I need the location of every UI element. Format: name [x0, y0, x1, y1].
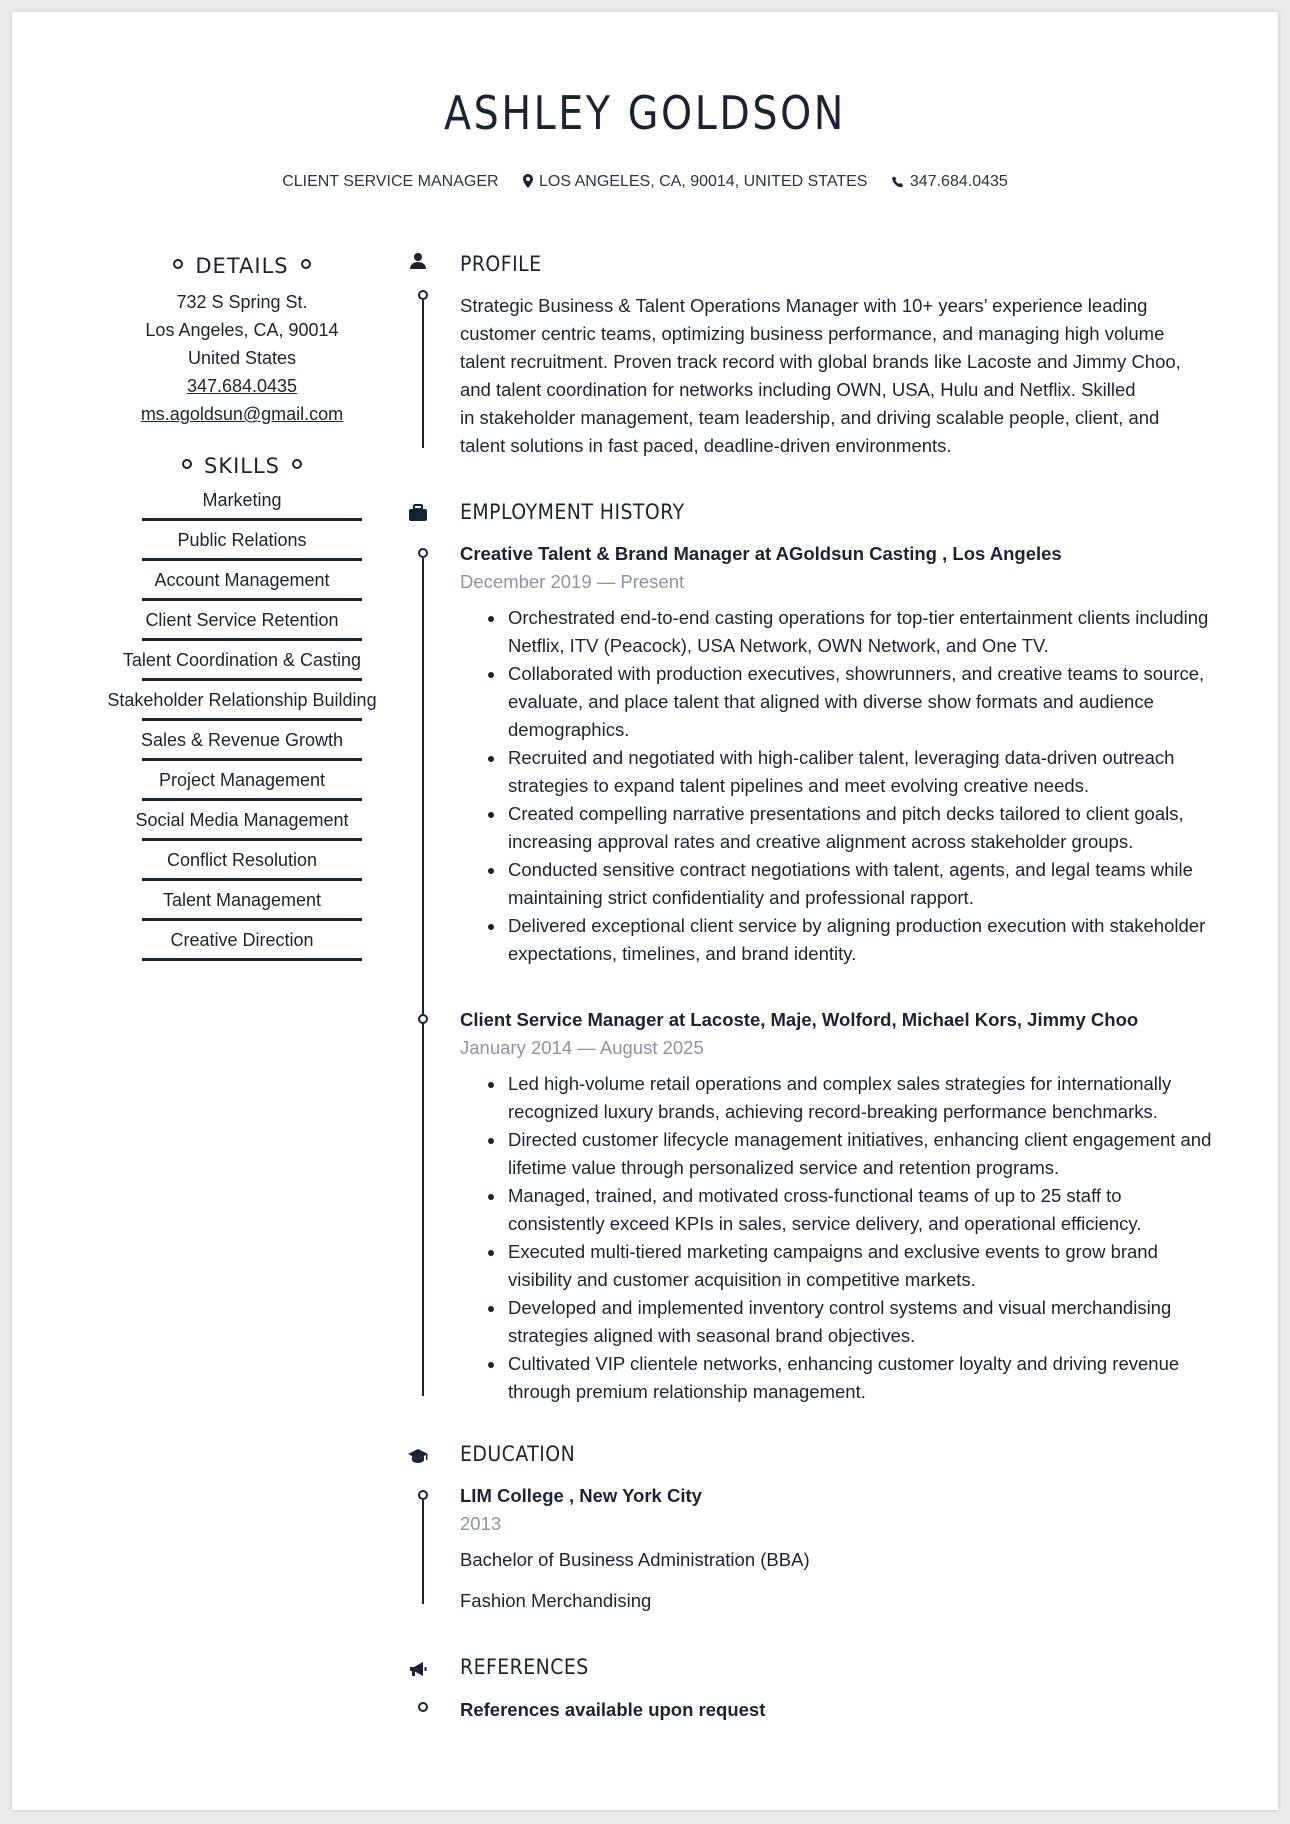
skill-label: Account Management	[154, 570, 330, 590]
job-bullet: • Managed, trained, and motivated cross-functional teams of up to 25 staff to consistently exceed KPIs in sales, service delivery, and operational efficiency.	[506, 1182, 1220, 1238]
job-entry	[460, 540, 1220, 968]
email-link[interactable]: ms.agoldsun@gmail.com	[140, 404, 344, 424]
details-heading	[92, 252, 392, 280]
job-bullet: • Created compelling narrative presentations and pitch decks tailored to client goals, increasing approval rates and creative alignment across stakeholder groups.	[506, 800, 1220, 856]
employment-heading: EMPLOYMENT HISTORY	[460, 500, 685, 524]
left-column	[92, 252, 392, 964]
candidate-name: ASHLEY GOLDSON	[444, 86, 846, 140]
skill-label: Stakeholder Relationship Building	[107, 690, 377, 710]
skills-heading	[92, 452, 392, 480]
profile-line: customer centric teams, optimizing business performance, and managing high volume	[460, 323, 1165, 344]
profile-line: Strategic Business & Talent Operations Manager with 10+ years’ experience leading	[460, 295, 1148, 316]
job-dates: December 2019 — Present	[460, 571, 685, 592]
header-location-text: LOS ANGELES, CA, 90014, UNITED STATES	[539, 173, 868, 190]
job-bullets	[460, 604, 1220, 968]
megaphone-icon	[407, 1658, 429, 1680]
skill-label: Social Media Management	[135, 810, 349, 830]
heading-dot-icon	[301, 259, 311, 269]
heading-dot-icon	[173, 259, 183, 269]
right-column	[407, 12, 1227, 1810]
job-bullet: • Developed and implemented inventory control systems and visual merchandising strategies aligned with seasonal brand objectives.	[506, 1294, 1220, 1350]
job-bullet: • Collaborated with production executives, showrunners, and creative teams to source, evaluate, and place talent that aligned with diverse show formats and audience demographics.	[506, 660, 1220, 744]
profile-summary	[460, 292, 1220, 460]
job-bullet: • Recruited and negotiated with high-caliber talent, leveraging data-driven outreach strategies to expand talent pipelines and meet evolving creative needs.	[506, 744, 1220, 800]
graduation-cap-icon	[407, 1445, 429, 1467]
degree: Bachelor of Business Administration (BBA)	[460, 1549, 810, 1570]
job-bullet: • Executed multi-tiered marketing campaigns and exclusive events to grow brand visibility and customer acquisition in competitive markets.	[506, 1238, 1220, 1294]
education-entry	[460, 1482, 1220, 1615]
timeline-dot	[418, 290, 428, 300]
briefcase-icon	[407, 502, 429, 524]
job-title: Client Service Manager at Lacoste, Maje, Wolford, Michael Kors, Jimmy Choo	[460, 1009, 1139, 1030]
skill-label: Client Service Retention	[145, 610, 339, 630]
skill-item	[92, 884, 392, 924]
skill-bar	[142, 678, 362, 681]
skill-bar	[142, 958, 362, 961]
skill-item	[92, 604, 392, 644]
address-line: Los Angeles, CA, 90014	[145, 320, 339, 340]
heading-dot-icon	[182, 459, 192, 469]
skill-bar	[142, 758, 362, 761]
profile-line: talent solutions in fast paced, deadline-driven environments.	[460, 435, 952, 456]
job-bullet: • Orchestrated end-to-end casting operations for top-tier entertainment clients including Netflix, ITV (Peacock), USA Network, OWN Network, and One TV.	[506, 604, 1220, 660]
skill-label: Conflict Resolution	[166, 850, 318, 870]
skills-list	[92, 484, 392, 964]
job-entry	[460, 1006, 1220, 1406]
school-name: LIM College , New York City	[460, 1485, 702, 1506]
skill-item	[92, 684, 392, 724]
job-bullet: • Delivered exceptional client service by aligning production execution with stakeholder expectations, timelines, and brand identity.	[506, 912, 1220, 968]
details-block	[92, 288, 392, 428]
job-bullet: • Led high-volume retail operations and complex sales strategies for internationally recognized luxury brands, achieving record-breaking performance benchmarks.	[506, 1070, 1220, 1126]
job-title: Creative Talent & Brand Manager at AGoldsun Casting , Los Angeles	[460, 543, 1062, 564]
skill-label: Public Relations	[177, 530, 307, 550]
skill-bar	[142, 558, 362, 561]
address-line: United States	[187, 348, 297, 368]
skill-item	[92, 564, 392, 604]
skill-label: Marketing	[202, 490, 282, 510]
skill-bar	[142, 798, 362, 801]
skill-bar	[142, 638, 362, 641]
skill-bar	[142, 838, 362, 841]
skill-label: Talent Management	[162, 890, 322, 910]
skill-item	[92, 524, 392, 564]
references-heading: REFERENCES	[460, 1655, 589, 1679]
phone-link[interactable]: 347.684.0435	[186, 376, 298, 396]
job-bullet: • Cultivated VIP clientele networks, enhancing customer loyalty and driving revenue through premium relationship management.	[506, 1350, 1220, 1406]
skill-item	[92, 644, 392, 684]
timeline-line	[422, 558, 424, 1396]
skill-item	[92, 844, 392, 884]
profile-line: talent recruitment. Proven track record with global brands like Lacoste and Jimmy Choo,	[460, 351, 1181, 372]
job-bullet: • Directed customer lifecycle management initiatives, enhancing client engagement and lifetime value through personalized service and retention programs.	[506, 1126, 1220, 1182]
job-bullets	[460, 1070, 1220, 1406]
skill-label: Project Management	[158, 770, 326, 790]
skill-bar	[142, 878, 362, 881]
skill-bar	[142, 518, 362, 521]
profile-line: in stakeholder management, team leadership, and driving scalable people, client, and	[460, 407, 1160, 428]
skill-item	[92, 764, 392, 804]
header-job-title: CLIENT SERVICE MANAGER	[282, 173, 499, 190]
details-heading-text: DETAILS	[195, 254, 289, 278]
skill-item	[92, 484, 392, 524]
education-heading: EDUCATION	[460, 1442, 576, 1466]
timeline-line	[422, 1500, 424, 1604]
timeline-dot	[418, 1490, 428, 1500]
person-icon	[407, 250, 429, 272]
skill-bar	[142, 918, 362, 921]
header-phone-text: 347.684.0435	[909, 173, 1008, 190]
skill-item	[92, 724, 392, 764]
skill-label: Creative Direction	[170, 930, 314, 950]
skill-bar	[142, 718, 362, 721]
references-text: References available upon request	[460, 1699, 766, 1720]
job-bullet: • Conducted sensitive contract negotiations with talent, agents, and legal teams while maintaining strict confidentiality and professional rapport.	[506, 856, 1220, 912]
skill-item	[92, 804, 392, 844]
timeline-line	[422, 300, 424, 448]
skill-item	[92, 924, 392, 964]
skill-bar	[142, 598, 362, 601]
graduation-year: 2013	[460, 1513, 502, 1534]
job-dates: January 2014 — August 2025	[460, 1037, 704, 1058]
skill-label: Sales & Revenue Growth	[140, 730, 344, 750]
profile-line: and talent coordination for networks including OWN, USA, Hulu and Netflix. Skilled	[460, 379, 1136, 400]
skills-heading-text: SKILLS	[203, 454, 281, 478]
resume-page	[12, 12, 1278, 1810]
timeline-dot	[418, 1014, 428, 1024]
skill-label: Talent Coordination & Casting	[122, 650, 362, 670]
timeline-dot	[418, 1702, 428, 1712]
profile-heading: PROFILE	[460, 252, 542, 276]
heading-dot-icon	[292, 459, 302, 469]
address-line: 732 S Spring St.	[176, 292, 308, 312]
field-of-study: Fashion Merchandising	[460, 1590, 652, 1611]
timeline-dot	[418, 548, 428, 558]
